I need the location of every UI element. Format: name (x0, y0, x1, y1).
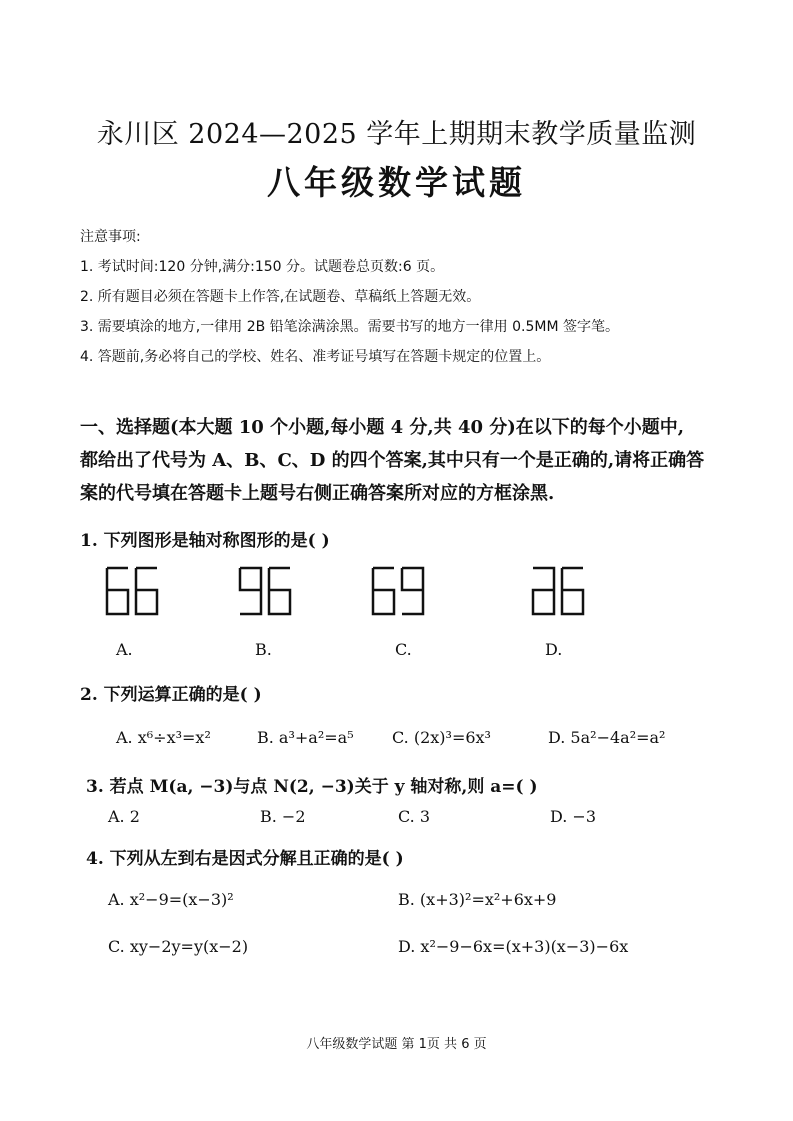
question-2-option-a: A. x⁶÷x³=x² (116, 728, 211, 747)
question-1-option-a: A. (116, 640, 133, 659)
page-subtitle: 八年级数学试题 (267, 163, 526, 202)
question-1-option-b: B. (255, 640, 272, 659)
question-3-stem: 3. 若点 M(a, −3)与点 N(2, −3)关于 y 轴对称,则 a=( ) (86, 777, 538, 797)
section-instruction-line-3: 案的代号填在答题卡上题号右侧正确答案所对应的方框涂黑. (80, 483, 555, 504)
figure-b-digits (237, 566, 293, 616)
question-2-stem: 2. 下列运算正确的是( ) (80, 685, 262, 705)
notice-item-3: 3. 需要填涂的地方,一律用 2B 铅笔涂满涂黑。需要书写的地方一律用 0.5MM 签字笔。 (80, 319, 619, 335)
section-instruction-line-2: 都给出了代号为 A、B、C、D 的四个答案,其中只有一个是正确的,请将正确答 (80, 450, 705, 471)
question-4-option-d: D. x²−9−6x=(x+3)(x−3)−6x (398, 937, 629, 956)
question-1-stem: 1. 下列图形是轴对称图形的是( ) (80, 531, 330, 551)
question-4-option-c: C. xy−2y=y(x−2) (108, 937, 249, 956)
question-4-option-a: A. x²−9=(x−3)² (108, 890, 234, 909)
page-footer: 八年级数学试题 第 1页 共 6 页 (306, 1037, 487, 1052)
question-2-option-d: D. 5a²−4a²=a² (548, 728, 666, 747)
question-3-option-d: D. −3 (550, 807, 597, 826)
question-1-option-c: C. (395, 640, 412, 659)
question-4-stem: 4. 下列从左到右是因式分解且正确的是( ) (86, 849, 404, 869)
question-2-option-c: C. (2x)³=6x³ (392, 728, 491, 747)
figure-d-digits (530, 566, 586, 616)
question-3-option-a: A. 2 (108, 807, 140, 826)
section-instruction-line-1: 一、选择题(本大题 10 个小题,每小题 4 分,共 40 分)在以下的每个小题中, (80, 417, 685, 438)
notice-item-4: 4. 答题前,务必将自己的学校、姓名、准考证号填写在答题卡规定的位置上。 (80, 349, 551, 365)
notice-heading: 注意事项: (80, 229, 141, 245)
notice-item-2: 2. 所有题目必须在答题卡上作答,在试题卷、草稿纸上答题无效。 (80, 289, 481, 305)
question-4-option-b: B. (x+3)²=x²+6x+9 (398, 890, 557, 909)
question-2-option-b: B. a³+a²=a⁵ (257, 728, 354, 747)
question-1-option-d: D. (545, 640, 563, 659)
figure-c-digits (370, 566, 426, 616)
notice-item-1: 1. 考试时间:120 分钟,满分:150 分。试题卷总页数:6 页。 (80, 259, 445, 275)
figure-a-digits (104, 566, 160, 616)
question-3-option-c: C. 3 (398, 807, 431, 826)
question-3-option-b: B. −2 (260, 807, 306, 826)
page-title: 永川区 2024—2025 学年上期期末教学质量监测 (96, 119, 697, 150)
